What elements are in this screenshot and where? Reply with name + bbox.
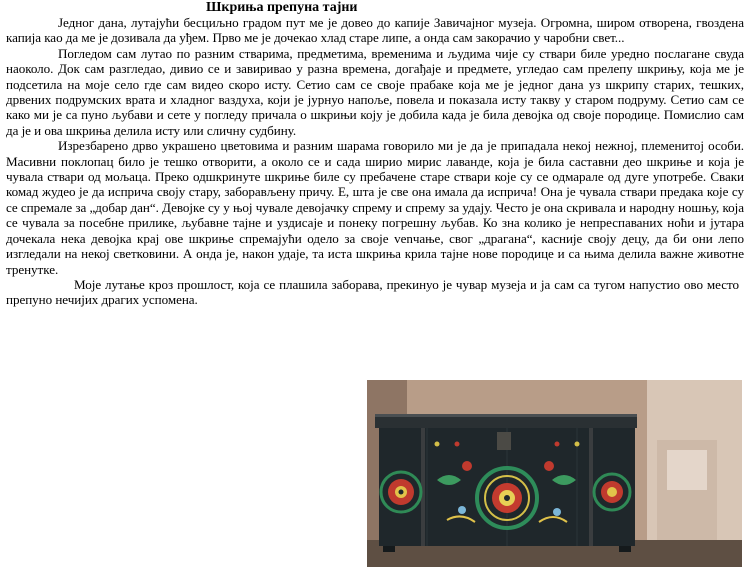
chest-photo-illustration xyxy=(367,380,742,567)
paragraph-2: Погледом сам лутао по разним стварима, предметима, временима и људима чије су ствари биле уредно послагане свуда наоколо. Док сам разгледао, дивио се и завиривао у разна времена, догађаје и предмете, угледао сам прелепу шкрињу, која ме је подсетила на моје село где сам видео скоро исту. Сетио сам се своје прабаке која ме је једног дана уз шкрипу старих, тешких, дрвених подрумских врата и хладног ваздуха, који је јурнуо напоље, повела и показала исту такву у старом подруму. Сетио сам се како ми је са пуно љубави и сете у погледу причала о шкрињи коју је добила када је била девојка од своје породице. Помислио сам да је и ова шкриња делила исту или сличну судбину. xyxy=(6,45,744,138)
paragraph-4: Моје лутање кроз прошлост, која се плашила заборава, прекинуо је чувар музеја и ја сам са тугом напустио ово место препуно нечијих драгих успомена. xyxy=(6,276,739,308)
paragraph-3: Изрезбарено дрво украшено цветовима и разним шарама говорило ми је да је припадала некој нежној, племенитој особи. Масивни поклопац било је тешко отворити, а около се и сада ширио мирис лаванде, која је била саставни део шкриње и која је чувала ствари од мољаца. Преко одшкринуте шкриње биле су пребачене старе ствари које су се одмарале од дуге употребе. Сваки комад жудео је да исприча своју стару, заборављену причу. Е, шта је све она имала да исприча! Она је чувала ствари предака које су се спремале за „добар дан“. Девојке су у њој чувале девојачку спрему и спрему за удају. Често је она скривала и народну ношњу, која се чувала за посебне прилике, љубавне тајне и уздисаје и понеку погрешну љубав. Ко зна колико је непреспаваних ноћи и јутара дочекала нека девојка крај ове шкриње спремајући одело за своје venчање, свог „драгана“, касније своју децу, да би они лепо изгледали на некој светковини. А онда је, након удаје, та иста шкриња крила тајне нове породице и са њима делила важне животне тренутке. xyxy=(6,138,744,277)
document-title: Шкриња препуна тајни xyxy=(206,0,358,15)
chest-photo xyxy=(367,380,742,567)
paragraph-1: Једног дана, лутајући бесциљно градом пут ме је довео до капије Завичајног музеја. Огромна, широм отворена, гвоздена капија као да ме је дозивала да уђем. Прво ме је дочекао хлад старе липе, а онда сам закорачио у чаробни свет... xyxy=(6,15,744,46)
document-page xyxy=(6,0,744,308)
